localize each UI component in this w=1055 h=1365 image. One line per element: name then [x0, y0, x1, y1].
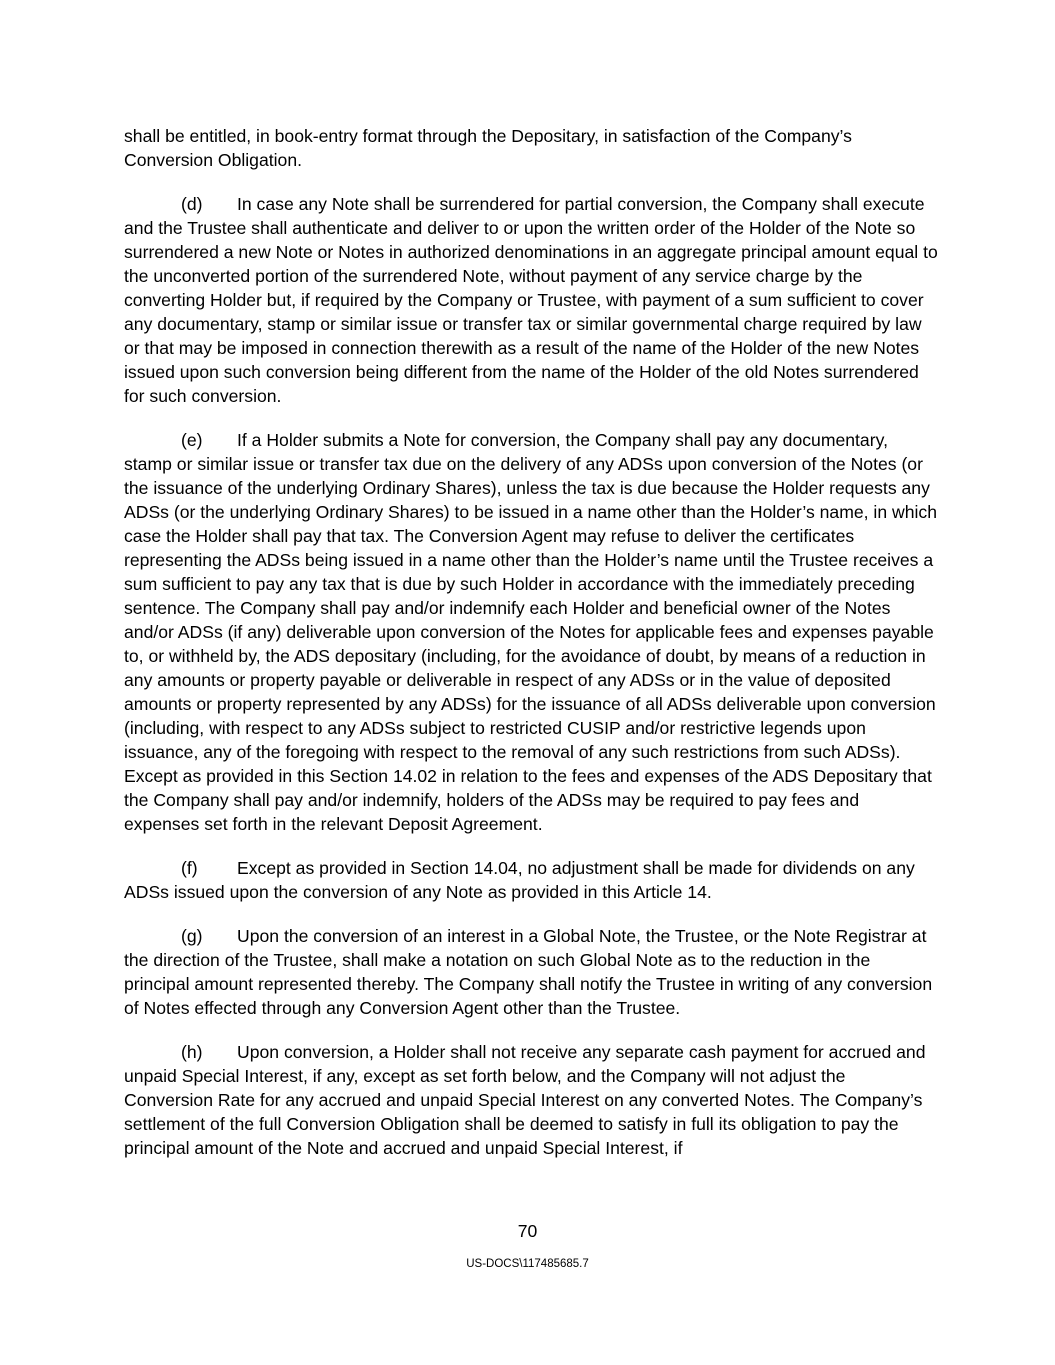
paragraph-label: (f): [181, 858, 198, 878]
paragraph-text: Upon the conversion of an interest in a Global Note, the Trustee, or the Note Registrar at the direction of the Trustee, shall make a notation on such Global Note as to the reduction in the principal amount represented thereby. The Company shall notify the Trustee in writing of any conversion of Notes effected through any Conversion Agent other than the Trustee.: [124, 926, 933, 1018]
paragraph-label: (d): [181, 194, 203, 214]
paragraph-d: [124, 192, 938, 408]
intro-paragraph: shall be entitled, in book-entry format through the Depositary, in satisfaction of the Company’s Conversion Obligation.: [124, 126, 852, 170]
paragraph-label: (g): [181, 926, 203, 946]
paragraph-label: (h): [181, 1042, 203, 1062]
document-body: [124, 124, 938, 1180]
paragraph-text: If a Holder submits a Note for conversion, the Company shall pay any documentary, stamp or similar issue or transfer tax due on the delivery of any ADSs upon conversion of the Notes (or the issuance of the underlying Ordinary Shares), unless the tax is due because the Holder requests any ADSs (or the underlying Ordinary Shares) to be issued in a name other than the Holder’s name, in which case the Holder shall pay that tax. The Conversion Agent may refuse to deliver the certificates representing the ADSs being issued in a name other than the Holder’s name until the Trustee receives a sum sufficient to pay any tax that is due by such Holder in accordance with the immediately preceding sentence. The Company shall pay and/or indemnify each Holder and beneficial owner of the Notes and/or ADSs (if any) deliverable upon conversion of the Notes for applicable fees and expenses payable to, or withheld by, the ADS depositary (including, for the avoidance of doubt, by means of a reduction in any amounts or property payable or deliverable in respect of any ADSs or in the value of deposited amounts or property represented by any ADSs) for the issuance of all ADSs deliverable upon conversion (including, with respect to any ADSs subject to restricted CUSIP and/or restrictive legends upon issuance, any of the foregoing with respect to the removal of any such restrictions from such ADSs). Except as provided in this Section 14.02 in relation to the fees and expenses of the ADS Depositary that the Company shall pay and/or indemnify, holders of the ADSs may be required to pay fees and expenses set forth in the relevant Deposit Agreement.: [124, 430, 937, 834]
paragraph-g: [124, 924, 938, 1020]
paragraph-text: Upon conversion, a Holder shall not receive any separate cash payment for accrued and unpaid Special Interest, if any, except as set forth below, and the Company will not adjust the Conversion Rate for any accrued and unpaid Special Interest on any converted Notes. The Company’s settlement of the full Conversion Obligation shall be deemed to satisfy in full its obligation to pay the principal amount of the Note and accrued and unpaid Special Interest, if: [124, 1042, 926, 1158]
paragraph-text: Except as provided in Section 14.04, no adjustment shall be made for dividends on any ADSs issued upon the conversion of any Note as provided in this Article 14.: [124, 858, 915, 902]
paragraph-text: In case any Note shall be surrendered for partial conversion, the Company shall execute and the Trustee shall authenticate and deliver to or upon the written order of the Holder of the Note so surrendered a new Note or Notes in authorized denominations in an aggregate principal amount equal to the unconverted portion of the surrendered Note, without payment of any service charge by the converting Holder but, if required by the Company or Trustee, with payment of a sum sufficient to cover any documentary, stamp or similar issue or transfer tax or similar governmental charge required by law or that may be imposed in connection therewith as a result of the name of the Holder of the new Notes issued upon such conversion being different from the name of the Holder of the old Notes surrendered for such conversion.: [124, 194, 938, 406]
paragraph-f: [124, 856, 938, 904]
paragraph-label: (e): [181, 430, 203, 450]
paragraph-h: [124, 1040, 938, 1160]
paragraph-e: [124, 428, 938, 836]
page-number: 70: [517, 1221, 538, 1241]
document-id: US-DOCS\117485685.7: [466, 1258, 589, 1270]
